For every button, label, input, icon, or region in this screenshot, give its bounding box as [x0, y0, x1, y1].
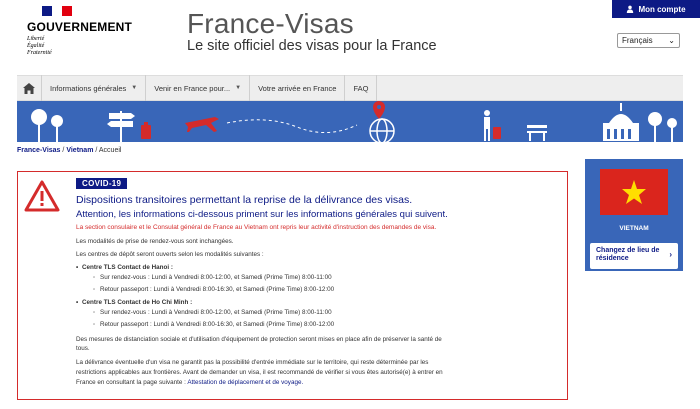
gov-motto: Liberté Égalité Fraternité: [27, 36, 52, 56]
alert-subtitle: Attention, les informations ci-dessous priment sur les informations générales qui suivent.: [76, 209, 448, 220]
alert-paragraph: France en consultant la page suivante : Attestation de déplacement et de voyage.: [76, 379, 304, 386]
caret-down-icon: ▼: [235, 85, 242, 91]
travel-illustration: [17, 101, 683, 142]
chevron-right-icon: ›: [669, 250, 672, 259]
main-nav: [17, 75, 683, 101]
breadcrumb-link-home[interactable]: France-Visas: [17, 147, 61, 154]
account-label: Mon compte: [638, 4, 686, 14]
vietnam-flag-icon: [600, 169, 668, 215]
warning-icon: [24, 180, 60, 212]
center-hours: ◦ Sur rendez-vous : Lundi à Vendredi 8:00-12:00, et Samedi (Prime Time) 8:00-11:00: [100, 309, 332, 316]
travel-banner: [17, 101, 683, 142]
center-hours: ◦ Retour passeport : Lundi à Vendredi 8:00-16:30, et Samedi (Prime Time) 8:00-12:00: [100, 321, 334, 328]
chevron-down-icon: ⌄: [668, 36, 675, 45]
covid-alert: [17, 171, 568, 400]
caret-down-icon: ▼: [131, 85, 138, 91]
center-title-hanoi: • Centre TLS Contact de Hanoi :: [82, 264, 173, 271]
language-select[interactable]: [617, 33, 680, 48]
center-title-hcm: • Centre TLS Contact de Ho Chi Minh :: [82, 299, 192, 306]
center-hours: ◦ Retour passeport : Lundi à Vendredi 8:00-16:30, et Samedi (Prime Time) 8:00-12:00: [100, 286, 334, 293]
alert-paragraph: Des mesures de distanciation sociale et d'utilisation d'équipement de protection seront mises en place afin de préserver la santé de: [76, 336, 442, 343]
site-brand[interactable]: France-Visas: [187, 8, 354, 39]
account-button[interactable]: [612, 0, 700, 18]
nav-item-arrivee[interactable]: Votre arrivée en France: [250, 75, 345, 101]
change-residence-button[interactable]: Changez de lieu de résidence ›: [590, 243, 678, 269]
alert-paragraph: restrictions applicables aux frontières. Avant de demander un visa, il est recommandé de vérifier si vous êtes autorisé(e) à entrer en: [76, 369, 443, 376]
french-flag-icon: [42, 6, 72, 16]
home-icon: [23, 83, 35, 94]
alert-paragraph: Les modalités de prise de rendez-vous sont inchangées.: [76, 238, 234, 245]
site-header: [0, 0, 700, 72]
breadcrumb-current: Accueil: [98, 147, 122, 154]
country-card: [585, 159, 683, 271]
globe-icon: [370, 119, 394, 142]
user-icon: [626, 5, 634, 13]
nav-item-informations[interactable]: Informations générales ▼: [42, 75, 146, 101]
airplane-icon: [185, 117, 219, 132]
home-button[interactable]: [17, 75, 42, 101]
country-name: VIETNAM: [619, 225, 649, 232]
nav-item-faq[interactable]: FAQ: [345, 75, 377, 101]
breadcrumb: France-Visas / Vietnam / Accueil: [17, 147, 122, 154]
alert-red-note: La section consulaire et le Consulat général de France au Vietnam ont repris leur activité d'instruction des demandes de visa.: [76, 224, 437, 231]
alert-paragraph: La délivrance éventuelle d'un visa ne garantit pas la possibilité d'entrée immédiate sur le territoire, qui reste déterminée par les: [76, 359, 429, 366]
nav-item-venir[interactable]: Venir en France pour... ▼: [146, 75, 250, 101]
covid-badge: COVID-19: [76, 178, 127, 189]
breadcrumb-link-country[interactable]: Vietnam: [66, 147, 94, 154]
map-pin-icon: [373, 101, 385, 119]
government-logo[interactable]: [27, 6, 157, 66]
center-hours: ◦ Sur rendez-vous : Lundi à Vendredi 8:00-12:00, et Samedi (Prime Time) 8:00-11:00: [100, 274, 332, 281]
site-tagline: Le site officiel des visas pour la France: [187, 38, 437, 54]
attestation-link[interactable]: Attestation de déplacement et de voyage.: [187, 379, 304, 386]
language-value: Français: [622, 36, 653, 45]
alert-title: Dispositions transitoires permettant la reprise de la délivrance des visas.: [76, 194, 413, 206]
alert-paragraph: Les centres de dépôt seront ouverts selon les modalités suivantes :: [76, 251, 264, 258]
gov-title: GOUVERNEMENT: [27, 20, 133, 34]
star-icon: [621, 179, 647, 205]
alert-paragraph: tous.: [76, 345, 90, 352]
